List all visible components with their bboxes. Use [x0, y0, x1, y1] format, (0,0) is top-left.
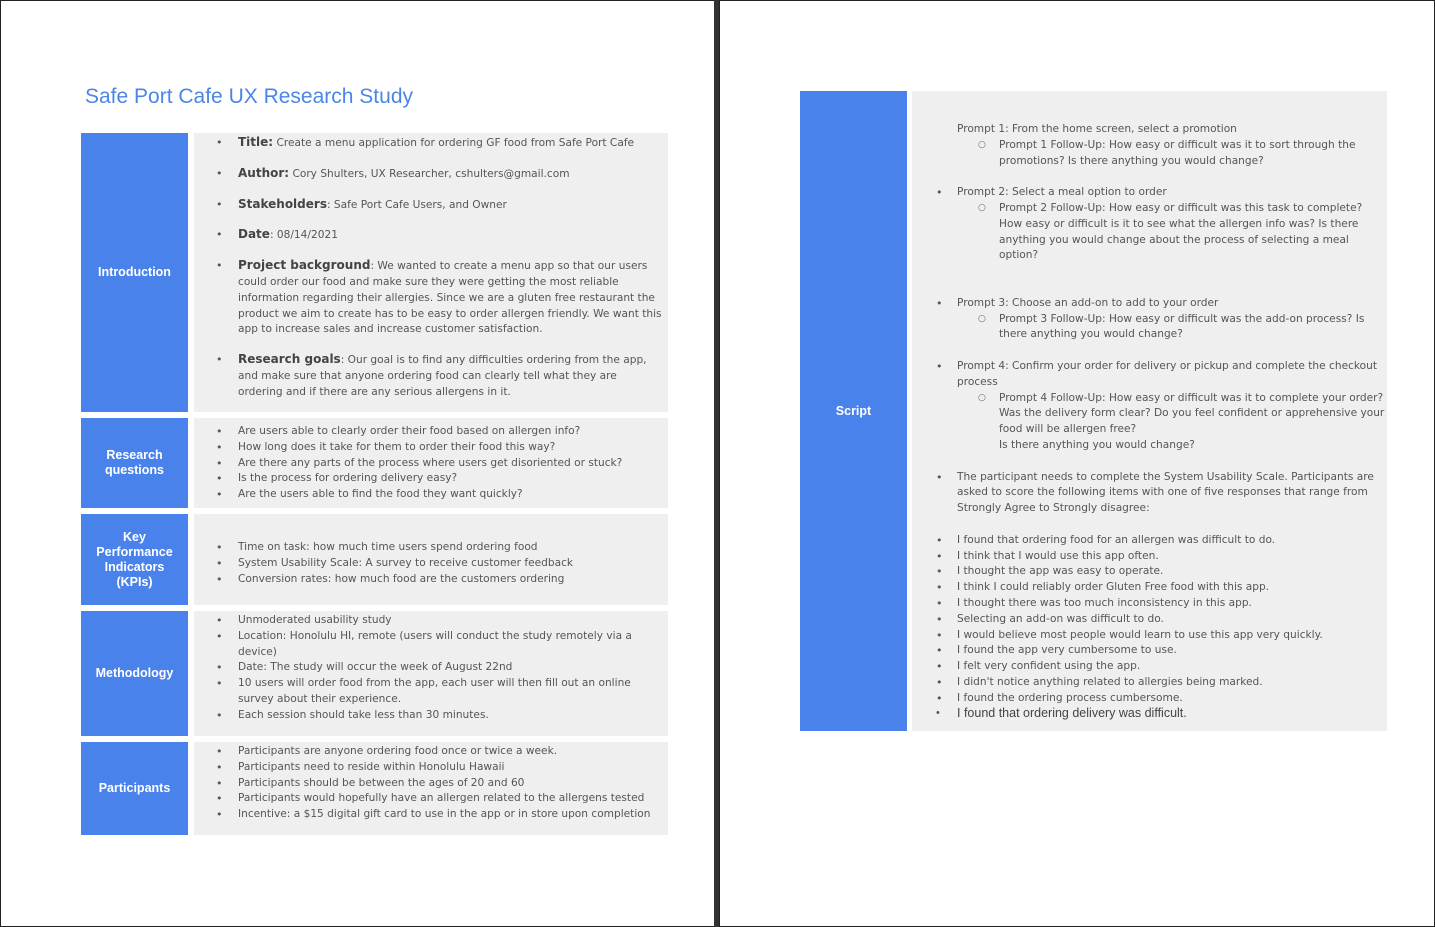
list-item: • Participants need to reside within Honolulu Hawaii — [194, 760, 668, 776]
list-item: • Date: 08/14/2021 — [194, 227, 668, 244]
list-item: • How long does it take for them to order their food this way? — [194, 440, 668, 456]
list-item: • Are there any parts of the process where users get disoriented or stuck? — [194, 456, 668, 472]
sus-item: • I found that ordering delivery was difficult. — [912, 706, 1387, 722]
list-item: • Are users able to clearly order their food based on allergen info? — [194, 424, 668, 440]
sus-item: • I would believe most people would learn to use this app very quickly. — [912, 628, 1387, 644]
row-content — [194, 514, 668, 605]
row-label: Introduction — [81, 133, 188, 412]
list-item: • Time on task: how much time users spend ordering food — [194, 540, 668, 556]
script-prompt: • Prompt 4: Confirm your order for delivery or pickup and complete the checkout process — [912, 359, 1387, 391]
list-item: • Conversion rates: how much food are the customers ordering — [194, 572, 668, 588]
list-item: • Unmoderated usability study — [194, 613, 668, 629]
row-content — [194, 418, 668, 508]
row-label-script: Script — [800, 91, 907, 731]
script-follow-up: ○ Prompt 3 Follow-Up: How easy or difficult was the add-on process? Is there anything you would change? — [912, 312, 1387, 344]
sus-item: • I found the app very cumbersome to use. — [912, 643, 1387, 659]
document-page-2 — [719, 0, 1435, 927]
script-prompt: • Prompt 2: Select a meal option to order — [912, 185, 1387, 201]
sus-item: • I think I could reliably order Gluten Free food with this app. — [912, 580, 1387, 596]
sus-item: • I didn't notice anything related to allergies being marked. — [912, 675, 1387, 691]
list-item: • System Usability Scale: A survey to receive customer feedback — [194, 556, 668, 572]
list-item: • Title: Create a menu application for ordering GF food from Safe Port Cafe — [194, 135, 668, 152]
row-content — [194, 133, 668, 412]
list-item: • Location: Honolulu HI, remote (users will conduct the study remotely via a device) — [194, 629, 668, 661]
sus-item: • I think that I would use this app often. — [912, 549, 1387, 565]
sus-item: • I felt very confident using the app. — [912, 659, 1387, 675]
script-content — [912, 91, 1387, 731]
row-research-questions — [81, 418, 668, 508]
list-item: • Each session should take less than 30 minutes. — [194, 708, 668, 724]
list-item: • Stakeholders: Safe Port Cafe Users, and Owner — [194, 197, 668, 214]
list-item: • Participants are anyone ordering food once or twice a week. — [194, 744, 668, 760]
list-item: • Is the process for ordering delivery easy? — [194, 471, 668, 487]
list-item: • Participants would hopefully have an allergen related to the allergens tested — [194, 791, 668, 807]
sus-item: • I found the ordering process cumbersome. — [912, 691, 1387, 707]
page-title: Safe Port Cafe UX Research Study — [85, 85, 413, 108]
list-item: • Project background: We wanted to create a menu app so that our users could order our food and make sure they were getting the most reliable information regarding their allergies. Since we are a gluten free restaurant the product we aim to create has to be easy to order allergen friendly. We want this app to increase sales and increase customer satisfaction. — [194, 258, 668, 338]
row-label: Research questions — [81, 418, 188, 508]
script-prompt: • Prompt 3: Choose an add-on to add to your order — [912, 296, 1387, 312]
list-item: • Author: Cory Shulters, UX Researcher, cshulters@gmail.com — [194, 166, 668, 183]
row-content — [194, 742, 668, 835]
script-follow-up-continued: Is there anything you would change? — [999, 438, 1195, 451]
sus-item: • I thought the app was easy to operate. — [912, 564, 1387, 580]
list-item: • Are the users able to find the food they want quickly? — [194, 487, 668, 503]
row-label: Participants — [81, 742, 188, 835]
list-item: • Date: The study will occur the week of August 22nd — [194, 660, 668, 676]
row-participants — [81, 742, 668, 835]
row-introduction — [81, 133, 668, 412]
list-item: • Incentive: a $15 digital gift card to use in the app or in store upon completion — [194, 807, 668, 823]
list-item: • Participants should be between the ages of 20 and 60 — [194, 776, 668, 792]
script-follow-up: ○ Prompt 1 Follow-Up: How easy or difficult was it to sort through the promotions? Is there anything you would change? — [912, 138, 1387, 170]
script-follow-up: ○ Prompt 2 Follow-Up: How easy or difficult was this task to complete? How easy or difficult is it to see what the allergen info was? Is there anything you would change about the process of selecting a meal option? — [912, 201, 1387, 264]
row-label: Key Performance Indicators (KPIs) — [81, 514, 188, 605]
row-methodology — [81, 611, 668, 736]
sus-item: • I thought there was too much inconsistency in this app. — [912, 596, 1387, 612]
script-follow-up: ○ Prompt 4 Follow-Up: How easy or difficult was it to complete your order? Was the delivery form clear? Do you feel confident or apprehensive your food will be allergen free? — [912, 391, 1387, 438]
sus-item: • I found that ordering food for an allergen was difficult to do. — [912, 533, 1387, 549]
script-prompt: Prompt 1: From the home screen, select a promotion — [957, 123, 1237, 135]
list-item: • Research goals: Our goal is to find any difficulties ordering from the app, and make sure that anyone ordering food can clearly tell what they are ordering and if there are any serious allergens in it. — [194, 352, 668, 400]
row-kpis — [81, 514, 668, 605]
list-item: • 10 users will order food from the app, each user will then fill out an online survey about their experience. — [194, 676, 668, 708]
document-page-1 — [0, 0, 716, 927]
row-label: Methodology — [81, 611, 188, 736]
script-sus-intro: • The participant needs to complete the System Usability Scale. Participants are asked to score the following items with one of five responses that range from Strongly Agree to Strongly disagree: — [912, 470, 1387, 517]
sus-item: • Selecting an add-on was difficult to do. — [912, 612, 1387, 628]
row-content — [194, 611, 668, 736]
